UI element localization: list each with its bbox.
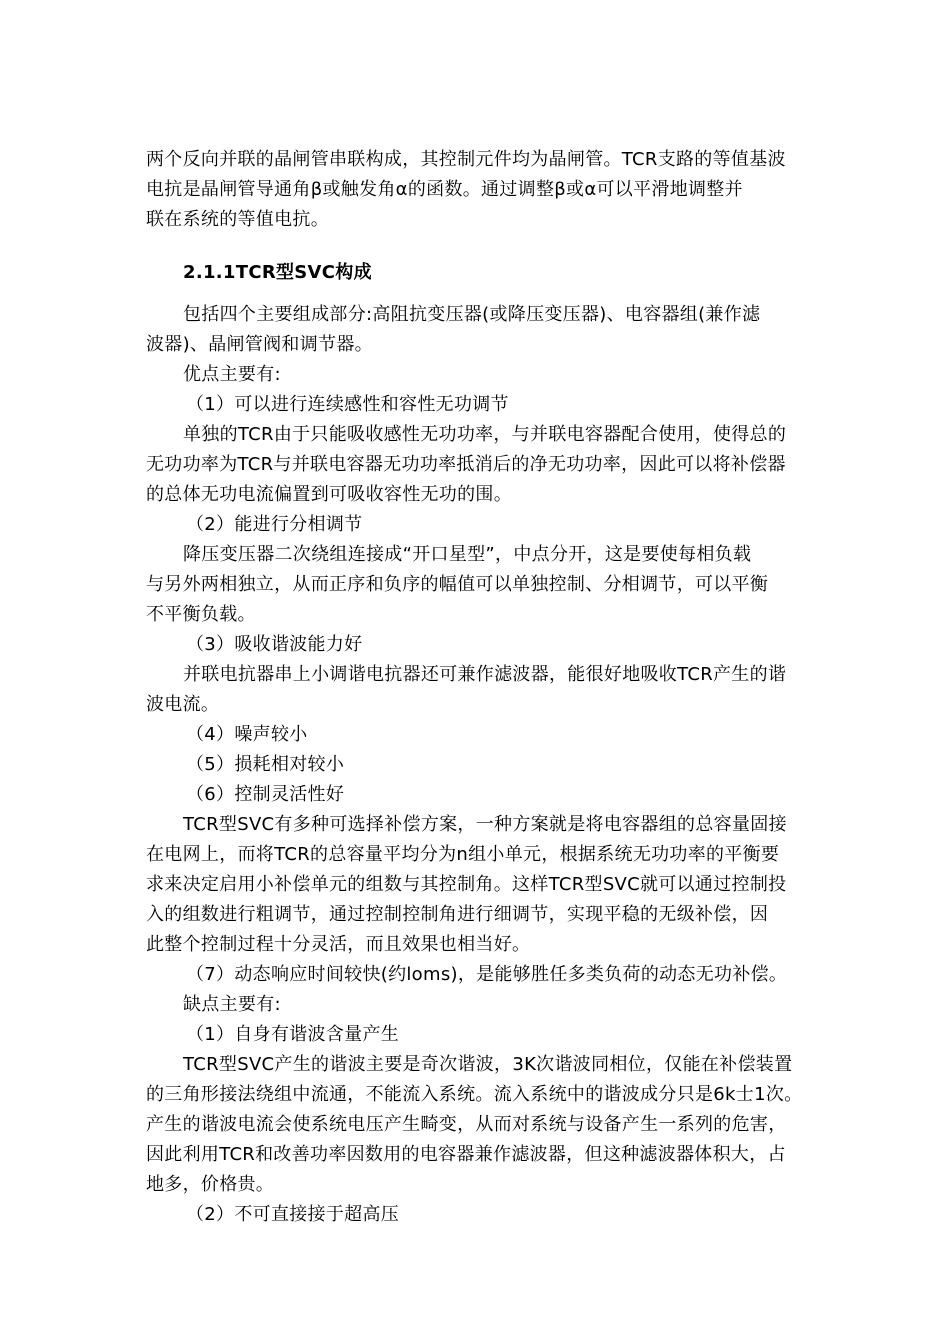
paragraph-line: 不平衡负载。: [146, 604, 256, 625]
list-item-title: （3）吸收谐波能力好: [186, 634, 363, 655]
paragraph-line: 包括四个主要组成部分:高阻抗变压器(或降压变压器)、电容器组(兼作滤: [183, 304, 761, 325]
paragraph-line: 两个反向并联的晶闸管串联构成，其控制元件均为晶闸管。TCR支路的等值基波: [146, 149, 786, 170]
paragraph-line: 无功功率为TCR与并联电容器无功功率抵消后的净无功功率，因此可以将补偿器: [146, 454, 786, 475]
section-heading: 2.1.1TCR型SVC构成: [183, 262, 372, 283]
paragraph-line: 单独的TCR由于只能吸收感性无功功率，与并联电容器配合使用，使得总的: [183, 424, 787, 445]
paragraph-line: 地多，价格贵。: [146, 1174, 275, 1195]
paragraph-line: 产生的谐波电流会使系统电压产生畸变，从而对系统与设备产生一系列的危害，: [146, 1114, 787, 1135]
list-item-title: （1）自身有谐波含量产生: [186, 1024, 400, 1045]
list-item-title: （2）能进行分相调节: [186, 514, 363, 535]
paragraph-line: 并联电抗器串上小调谐电抗器还可兼作滤波器，能很好地吸收TCR产生的谐: [183, 664, 787, 685]
paragraph-line: TCR型SVC产生的谐波主要是奇次谐波，3K次谐波同相位，仅能在补偿装置: [183, 1054, 793, 1075]
paragraph-line: 的总体无功电流偏置到可吸收容性无功的围。: [146, 484, 512, 505]
advantages-heading: 优点主要有:: [183, 364, 281, 385]
paragraph-line: TCR型SVC有多种可选择补偿方案，一种方案就是将电容器组的总容量固接: [183, 814, 787, 835]
paragraph-line: 此整个控制过程十分灵活，而且效果也相当好。: [146, 934, 531, 955]
paragraph-line: 与另外两相独立，从而正序和负序的幅值可以单独控制、分相调节，可以平衡: [146, 574, 769, 595]
paragraph-line: 在电网上，而将TCR的总容量平均分为n组小单元，根据系统无功功率的平衡要: [146, 844, 780, 865]
paragraph-line: 入的组数进行粗调节，通过控制控制角进行细调节，实现平稳的无级补偿，因: [146, 904, 769, 925]
paragraph-line: 求来决定启用小补偿单元的组数与其控制角。这样TCR型SVC就可以通过控制投: [146, 874, 787, 895]
paragraph-line: 波电流。: [146, 694, 220, 715]
list-item-title: （2）不可直接接于超高压: [186, 1204, 400, 1225]
paragraph-line: 波器)、晶闸管阀和调节器。: [146, 334, 373, 355]
list-item-title: （5）损耗相对较小: [186, 754, 345, 775]
list-item-title: （4）噪声较小: [186, 724, 308, 745]
paragraph-line: 联在系统的等值电抗。: [146, 209, 329, 230]
paragraph-line: 因此利用TCR和改善功率因数用的电容器兼作滤波器，但这种滤波器体积大，占: [146, 1144, 786, 1165]
paragraph-line: 降压变压器二次绕组连接成“开口星型”，中点分开，这是要使每相负载: [183, 544, 752, 565]
list-item-title: （1）可以进行连续感性和容性无功调节: [186, 394, 509, 415]
paragraph-line: 的三角形接法绕组中流通，不能流入系统。流入系统中的谐波成分只是6k士1次。: [146, 1084, 803, 1105]
list-item-title: （7）动态响应时间较快(约loms)，是能够胜任多类负荷的动态无功补偿。: [186, 964, 788, 985]
list-item-title: （6）控制灵活性好: [186, 784, 345, 805]
disadvantages-heading: 缺点主要有:: [183, 994, 281, 1015]
paragraph-line: 电抗是晶闸管导通角β或触发角α的函数。通过调整β或α可以平滑地调整并: [146, 179, 743, 200]
